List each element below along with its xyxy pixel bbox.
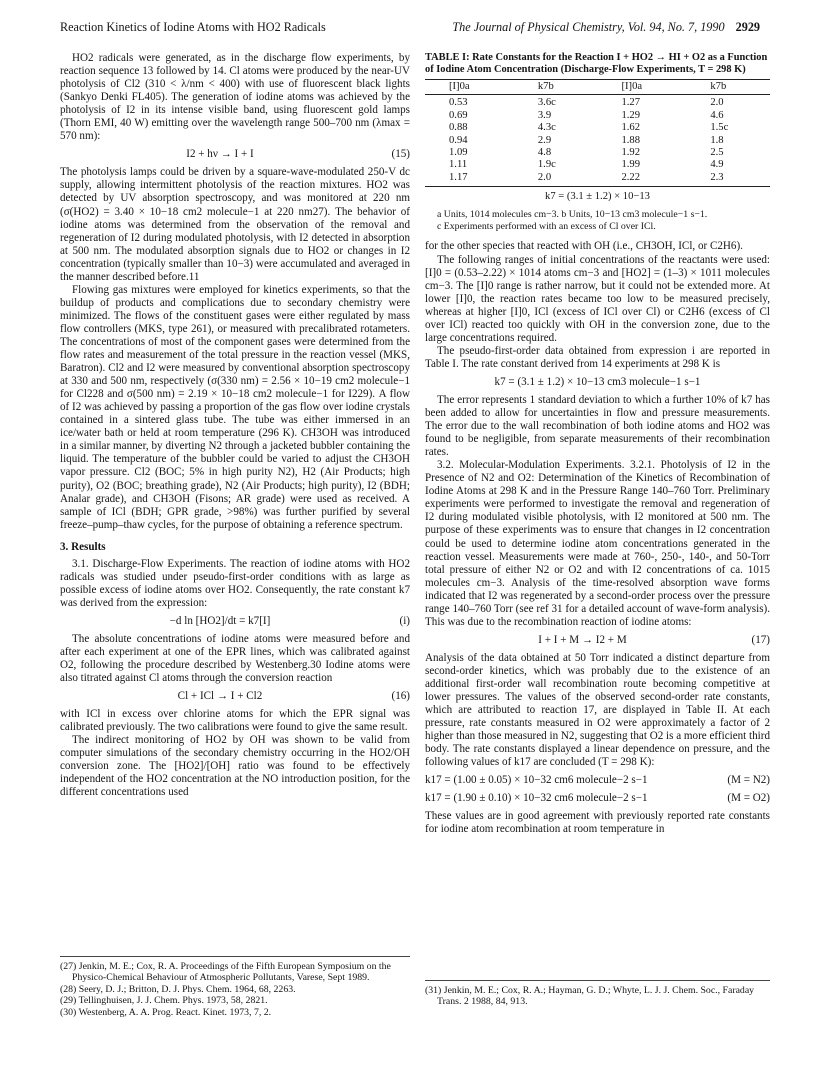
table-cell: 1.11 bbox=[449, 159, 468, 171]
equation-number: (16) bbox=[391, 690, 410, 703]
equation-number: (15) bbox=[391, 148, 410, 161]
table-cell: 0.53 bbox=[449, 97, 468, 109]
paragraph: with ICl in excess over chlorine atoms for which the EPR signal was calibrated previously. The two calibrations were found to give the same result. bbox=[60, 708, 410, 734]
table-cell: 2.0 bbox=[710, 97, 724, 109]
paragraph: 3.2. Molecular-Modulation Experiments. 3.2.1. Photolysis of I2 in the Presence of N2 and O2: Determination of the Kinetics of Recombination of Iodine Atoms at 298 K and in the Pressure Range 140–760 Torr. Preliminary experiments were performed to investigate the removal and regeneration of I2 during modulated visible photolysis, with I2 monitored at 500 nm. The purpose of these experiments was to ensure that changes in I2 concentration could be used to determine iodine atom concentrations generated in the reaction vessel. Measurements were made at 760-, 250-, 140-, and 50-Torr total pressure of either N2 or O2 and with I2 concentrations of ca. 1015 molecules cm−3. Analysis of the time-resolved absorption wave forms indicated that I2 was regenerated by a second-order process over the pressure range 140–760 Torr (see ref 31 for a detailed account of wave-form analysis). This was due to the recombination reaction of iodine atoms: bbox=[425, 459, 770, 628]
running-head-journal bbox=[452, 20, 760, 35]
left-column bbox=[60, 52, 410, 800]
table-cell: 1.88 bbox=[621, 134, 641, 146]
table-cell: 4.6 bbox=[710, 109, 724, 121]
column-header: k7b bbox=[514, 80, 598, 95]
equation-k7 bbox=[425, 376, 770, 389]
equation-k17-o2 bbox=[425, 792, 770, 805]
table-note: a Units, 1014 molecules cm−3. b Units, 10−13 cm3 molecule−1 s−1. bbox=[437, 209, 708, 221]
footnote: (30) Westenberg, A. A. Prog. React. Kinet. 1973, 7, 2. bbox=[60, 1006, 272, 1018]
table-notes bbox=[425, 209, 770, 232]
table-cell: 1.27 bbox=[621, 97, 641, 109]
table-row bbox=[425, 122, 770, 134]
table-cell: 1.09 bbox=[449, 147, 468, 159]
footnote: (31) Jenkin, M. E.; Cox, R. A.; Hayman, G. D.; Whyte, L. J. J. Chem. Soc., Faraday Trans. 2 1988, 84, 913. bbox=[425, 985, 755, 1008]
equation-i bbox=[60, 615, 410, 628]
table-cell: 1.8 bbox=[710, 134, 724, 146]
table-row bbox=[425, 172, 770, 187]
equation-body: k7 = (3.1 ± 1.2) × 10−13 cm3 molecule−1 s−1 bbox=[494, 375, 701, 388]
footnote: (27) Jenkin, M. E.; Cox, R. A. Proceedings of the Fifth European Symposium on the Physico-Chemical Behaviour of Atmospheric Pollutants, Varese, Sept 1989. bbox=[60, 961, 391, 984]
equation-body: k17 = (1.00 ± 0.05) × 10−32 cm6 molecule−2 s−1 bbox=[425, 774, 648, 787]
page-number: 2929 bbox=[735, 20, 760, 34]
table-cell: 2.3 bbox=[710, 171, 724, 183]
table-header-row bbox=[425, 80, 770, 95]
equation-17 bbox=[425, 634, 770, 647]
equation-condition: (M = N2) bbox=[727, 774, 770, 787]
journal-citation: The Journal of Physical Chemistry, Vol. 94, No. 7, 1990 bbox=[452, 20, 725, 34]
table-cell: 4.9 bbox=[710, 159, 724, 171]
table-cell: 3.9 bbox=[537, 109, 552, 121]
table-summary: k7 = (3.1 ± 1.2) × 10−13 bbox=[545, 191, 650, 203]
rate-constants-table bbox=[425, 79, 770, 187]
table-cell: 0.88 bbox=[449, 122, 468, 134]
paragraph: Flowing gas mixtures were employed for kinetics experiments, so that the buildup of products and complications due to secondary chemistry were minimized. The flows of the constituent gases were either regulated by mass flow controllers (MKS, type 261), or measured with precalibrated rotameters. The concentrations of most of the component gases were determined from the flow rates and measurement of the total pressure in the reaction vessel (MKS, Baratron). Cl2 and I2 were measured by conventional absorption spectroscopy at 330 and 500 nm, respectively (σ(330 nm) = 2.56 × 10−19 cm2 molecule−1 for Cl228 and σ(500 nm) = 2.19 × 10−18 cm2 molecule−1 for I229). A flow of I2 was achieved by passing a proportion of the gas flow over iodine crystals contained in a sintered glass tube. The tube was either immersed in an ice/water bath or held at room temperature (296 K). CH3OH was introduced in a similar manner, by diverting N2 through a jacketed bubbler containing the liquid. The temperature of the bubbler could be varied to adjust the CH3OH vapor pressure. Cl2 (BOC; 5% in high purity N2), H2 (Air Products; high purity), O2 (BOC; breathing grade), N2 (Air Products; high purity), I2 (BDH; Analar grade), and CH3OH (Fisons; AR grade) were used as received. A sample of ICl (BDH; GPR grade, >98%) was further purified by several freeze–pump–thaw cycles, for the purpose of obtaining a reference spectrum. bbox=[60, 283, 410, 531]
footnotes-left bbox=[60, 956, 410, 1018]
paragraph: The indirect monitoring of HO2 by OH was shown to be valid from computer simulations of the secondary chemistry occurring in the HO2/OH conversion zone. The [HO2]/[OH] ratio was found to be effectively independent of the HO2 concentration at the NO introduction position, for the different concentrations used bbox=[60, 734, 410, 799]
table-row bbox=[425, 95, 770, 110]
table-row bbox=[425, 147, 770, 159]
equation-15 bbox=[60, 148, 410, 161]
table-row bbox=[425, 135, 770, 147]
running-head-title: Reaction Kinetics of Iodine Atoms with HO2 Radicals bbox=[60, 20, 326, 34]
table-cell: 4.3c bbox=[537, 122, 556, 134]
table-cell: 2.9 bbox=[537, 134, 552, 146]
paragraph: The photolysis lamps could be driven by a square-wave-modulated 250-V dc supply, allowing intermittent photolysis of the reaction mixtures. HO2 was detected by UV absorption spectroscopy, and was monitored at 220 nm (σ(HO2) = 3.40 × 10−18 cm2 molecule−1 at 220 nm27). The behavior of iodine atoms was determined from the observation of the removal and regeneration of I2 during modulated photolysis, with I2 detected in absorption at 500 nm. The modulated absorption signals due to HO2 or changes in I2 concentration (typically smaller than 10−3) were accumulated and averaged in the manner described before.11 bbox=[60, 166, 410, 283]
paragraph: for the other species that reacted with OH (i.e., CH3OH, ICl, or C2H6). bbox=[425, 240, 743, 253]
table-cell: 1.62 bbox=[621, 122, 641, 134]
equation-16 bbox=[60, 690, 410, 703]
paragraph: Analysis of the data obtained at 50 Torr indicated a distinct departure from second-order kinetics, which was probably due to the existence of an additional first-order wall recombination route becoming competitive at lower pressures. The values of the observed second-order rate constants, which are attributed to reaction 17, are displayed in Table II. At each pressure, rate constants measured in O2 were approximately a factor of 2 higher than those measured in N2, suggesting that O2 is a more efficient third body. The rate constants displayed a linear dependence on pressure, and the following values of k17 are concluded (T = 298 K): bbox=[425, 651, 770, 769]
equation-body: −d ln [HO2]/dt = k7[I] bbox=[169, 614, 271, 627]
footnote: (29) Tellinghuisen, J. J. Chem. Phys. 1973, 58, 2821. bbox=[60, 995, 268, 1007]
table-cell: 0.94 bbox=[449, 134, 468, 146]
table-cell: 1.29 bbox=[621, 109, 641, 121]
table-cell: 1.99 bbox=[621, 159, 641, 171]
running-head bbox=[60, 20, 760, 38]
paragraph: The error represents 1 standard deviation to which a further 10% of k7 has been added to allow for uncertainties in flow and pressure measurements. The error due to the wall recombination of both iodine atoms and HO2 was found to be negligible, from separate measurements of their recombination rates. bbox=[425, 394, 770, 459]
column-header: [I]0a bbox=[597, 80, 686, 95]
table-cell: 4.8 bbox=[537, 147, 552, 159]
paragraph: HO2 radicals were generated, as in the discharge flow experiments, by reaction sequence 13 followed by 14. Cl atoms were produced by the near-UV photolysis of Cl2 (310 < λ/nm < 400) with use of fluorescent black lights (Sankyo Denki FL405). The generation of iodine atoms was achieved by the photolysis of I2 in its intense visible band, using fluorescent gold lamps (Thorn EMI, 40 W) emitting over the wavelength range 500–700 nm (λmax = 570 nm): bbox=[60, 52, 410, 143]
table-row bbox=[425, 110, 770, 122]
table-cell: 0.69 bbox=[449, 109, 468, 121]
table-cell: 1.9c bbox=[537, 159, 556, 171]
equation-condition: (M = O2) bbox=[727, 792, 770, 805]
column-header: k7b bbox=[686, 80, 770, 95]
table-cell: 1.17 bbox=[449, 171, 468, 183]
footnote: (28) Seery, D. J.; Britton, D. J. Phys. Chem. 1964, 68, 2263. bbox=[60, 983, 296, 995]
equation-k17-n2 bbox=[425, 774, 770, 787]
table-cell: 1.5c bbox=[710, 122, 729, 134]
table-title: TABLE I: Rate Constants for the Reaction I + HO2 → HI + O2 as a Function of Iodine Atom Concentration (Discharge-Flow Experiments, T = 298 K) bbox=[425, 52, 768, 75]
table-cell: 3.6c bbox=[537, 97, 556, 109]
paragraph: The absolute concentrations of iodine atoms were measured before and after each experiment at one of the EPR lines, which was calibrated against O2, following the procedure described by Westenberg.30 Iodine atoms were also titrated against Cl atoms through the conversion reaction bbox=[60, 632, 410, 685]
equation-body: k17 = (1.90 ± 0.10) × 10−32 cm6 molecule−2 s−1 bbox=[425, 792, 648, 805]
equation-number: (i) bbox=[399, 614, 410, 627]
paragraph: The following ranges of initial concentrations of the reactants were used: [I]0 = (0.53–2.22) × 1014 atoms cm−3 and [HO2] = (1–3) × 1011 molecules cm−3. The [I]0 range is rather narrow, but it could not be extended more. At lower [I]0, the reaction rates became too low to be measured precisely, whereas at higher [I]0, ICl (excess of ICl over Cl) or C2H6 (excess of Cl over ICl) reacted too quickly with OH in the conversion zone, due to the large concentrations required. bbox=[425, 253, 770, 344]
paragraph: These values are in good agreement with previously reported rate constants for iodine atom recombination at room temperature in bbox=[425, 810, 770, 836]
equation-body: I2 + hν → I + I bbox=[186, 148, 254, 161]
paragraph: 3.1. Discharge-Flow Experiments. The reaction of iodine atoms with HO2 radicals was studied under pseudo-first-order conditions with as large as possible excess of iodine atoms over HO2. Consequently, the rate constant k7 was derived from the expression: bbox=[60, 557, 410, 609]
table-note: c Experiments performed with an excess of Cl over ICl. bbox=[437, 220, 656, 232]
equation-body: I + I + M → I2 + M bbox=[538, 633, 627, 646]
table-cell: 1.92 bbox=[621, 147, 641, 159]
table-cell: 2.0 bbox=[537, 171, 552, 183]
column-header: [I]0a bbox=[425, 80, 514, 95]
right-column bbox=[425, 52, 770, 837]
table-cell: 2.5 bbox=[710, 147, 724, 159]
equation-number: (17) bbox=[751, 633, 770, 646]
equation-body: Cl + ICl → I + Cl2 bbox=[177, 690, 263, 703]
footnotes-right bbox=[425, 980, 770, 1008]
table-cell: 2.22 bbox=[621, 171, 641, 183]
paragraph: The pseudo-first-order data obtained from expression i are reported in Table I. The rate constant derived from 14 experiments at 298 K is bbox=[425, 344, 770, 370]
section-heading: 3. Results bbox=[60, 540, 106, 553]
table-row bbox=[425, 159, 770, 171]
